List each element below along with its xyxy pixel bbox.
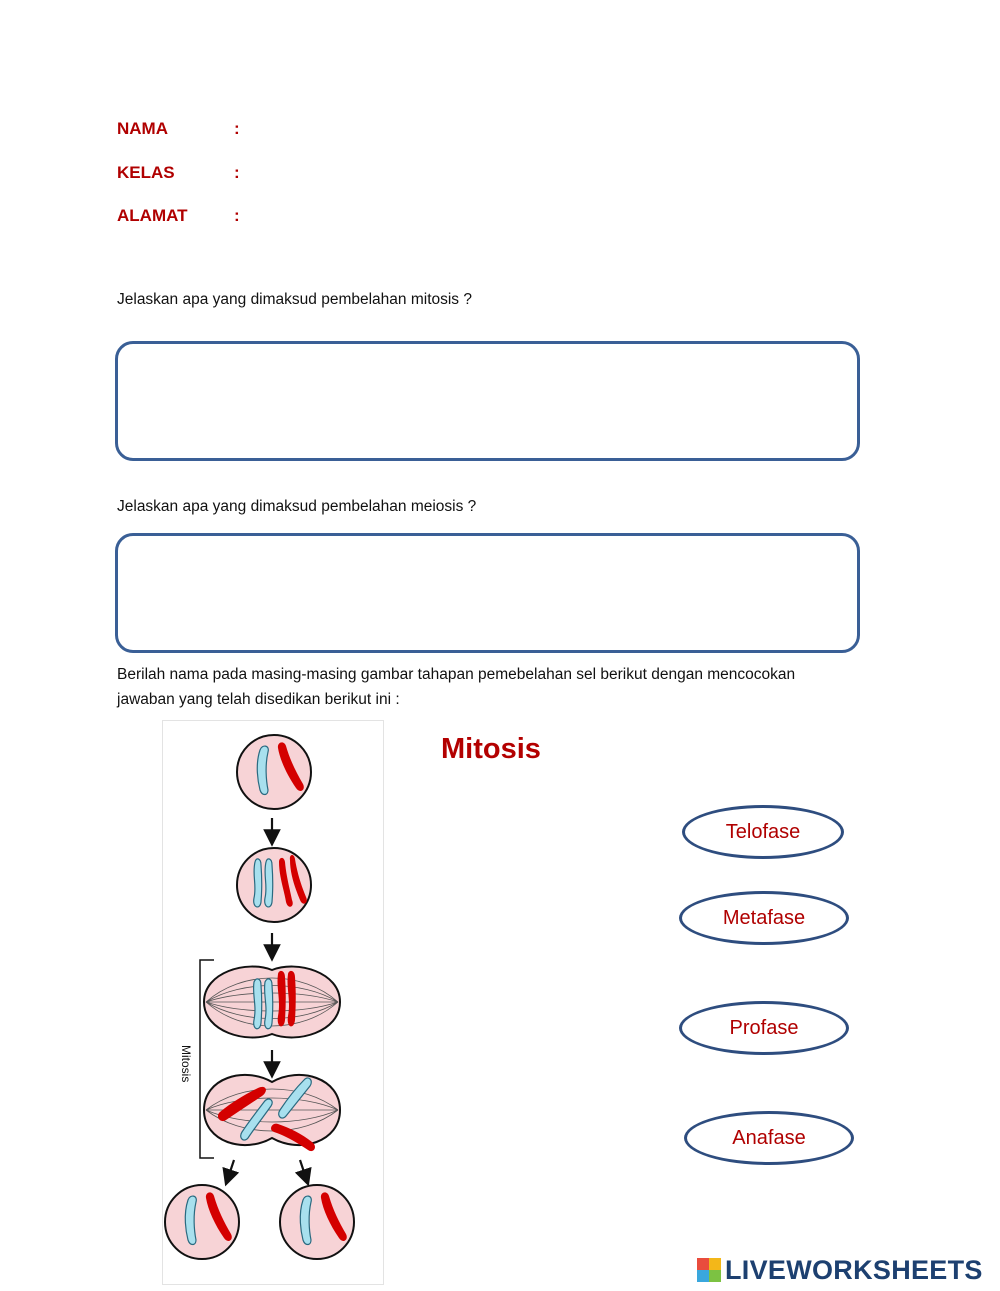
option-telofase[interactable]: Telofase [682, 805, 844, 859]
mitosis-diagram [162, 720, 382, 1285]
class-colon: : [234, 163, 240, 182]
question-mitosis: Jelaskan apa yang dimaksud pembelahan mitosis ? [117, 291, 472, 308]
liveworksheets-logo-icon [697, 1258, 721, 1282]
daughter-cell-left [165, 1185, 239, 1259]
liveworksheets-brand [697, 1254, 983, 1286]
arrow-4b [300, 1160, 306, 1178]
answer-box-mitosis[interactable] [115, 341, 860, 461]
daughter-cell-right [280, 1185, 354, 1259]
answer-box-meiosis[interactable] [115, 533, 860, 653]
class-label: KELAS [117, 163, 175, 182]
cell-stage-4 [204, 1075, 340, 1151]
address-colon: : [234, 206, 240, 225]
cell-stage-3 [204, 967, 340, 1038]
mitosis-title: Mitosis [441, 733, 541, 765]
option-anafase[interactable]: Anafase [684, 1111, 854, 1165]
name-colon: : [234, 119, 240, 138]
question-meiosis: Jelaskan apa yang dimaksud pembelahan meiosis ? [117, 498, 477, 515]
cell-stage-2 [237, 848, 311, 922]
instruction-line-1: Berilah nama pada masing-masing gambar tahapan pemebelahan sel berikut dengan mencocokan [117, 666, 796, 683]
option-metafase[interactable]: Metafase [679, 891, 849, 945]
instruction-text [117, 662, 857, 712]
mitosis-side-label: Mitosis [179, 1045, 193, 1083]
cell-stage-1 [237, 735, 311, 809]
arrow-4a [228, 1160, 234, 1178]
brand-name: LIVEWORKSHEETS [725, 1254, 983, 1285]
address-label: ALAMAT [117, 206, 188, 225]
name-label: NAMA [117, 119, 168, 138]
option-profase[interactable]: Profase [679, 1001, 849, 1055]
instruction-line-2: jawaban yang telah disedikan berikut ini : [117, 691, 400, 708]
